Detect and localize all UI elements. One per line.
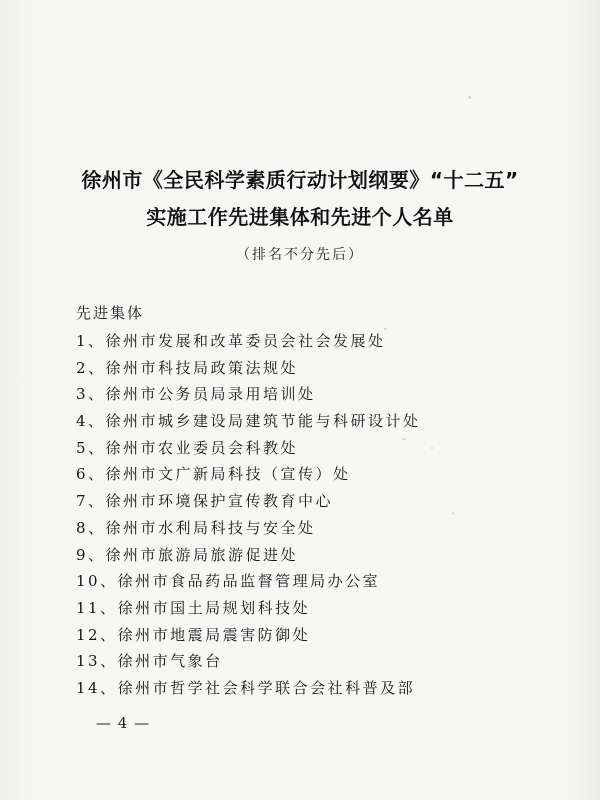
advanced-collective-list: [76, 328, 421, 702]
list-item: 13、徐州市气象台: [76, 652, 223, 671]
list-item: 5、徐州市农业委员会科教处: [76, 438, 299, 457]
document-subtitle: （排名不分先后）: [236, 247, 364, 263]
page-number: — 4 —: [96, 714, 151, 732]
scan-speck: [452, 512, 454, 515]
list-item: 7、徐州市环境保护宣传教育中心: [76, 492, 334, 511]
list-item: 12、徐州市地震局震害防御处: [76, 625, 311, 644]
list-item: 2、徐州市科技局政策法规处: [76, 358, 299, 377]
scan-speck: [468, 96, 471, 99]
list-item: 4、徐州市城乡建设局建筑节能与科研设计处: [76, 412, 421, 431]
list-item: 14、徐州市哲学社会科学联合会社科普及部: [76, 678, 416, 697]
list-item: 10、徐州市食品药品监督管理局办公室: [76, 572, 381, 591]
list-item: 3、徐州市公务员局录用培训处: [76, 385, 316, 404]
scan-speck: [431, 447, 433, 449]
list-item: 11、徐州市国土局规划科技处: [76, 598, 311, 617]
list-item: 8、徐州市水利局科技与安全处: [76, 518, 316, 537]
section-heading: 先进集体: [76, 304, 145, 322]
list-item: 1、徐州市发展和改革委员会社会发展处: [76, 332, 386, 350]
list-item: 9、徐州市旅游局旅游促进处: [76, 545, 299, 564]
document-title-line-1: 徐州市《全民科学素质行动计划纲要》“十二五”: [81, 168, 519, 192]
document-title-line-2: 实施工作先进集体和先进个人名单: [146, 205, 454, 229]
list-item: 6、徐州市文广新局科技（宣传）处: [76, 465, 351, 484]
